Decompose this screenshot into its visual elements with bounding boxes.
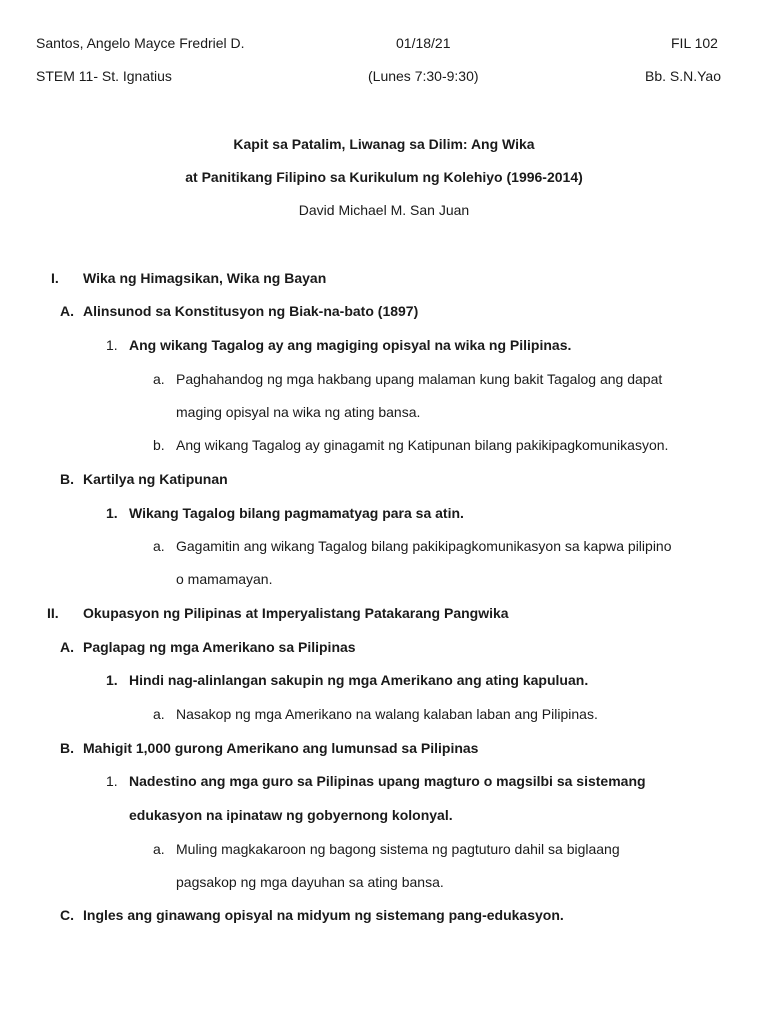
outline-marker: 1. — [106, 672, 118, 688]
lettered-point: Nasakop ng mga Amerikano na walang kalaban laban ang Pilipinas. — [176, 706, 598, 722]
lettered-point-continuation: pagsakop ng mga dayuhan sa ating bansa. — [176, 874, 444, 890]
lettered-point: Muling magkakaroon ng bagong sistema ng pagtuturo dahil sa biglaang — [176, 841, 620, 857]
outline-marker: a. — [153, 841, 165, 857]
lettered-point: Ang wikang Tagalog ay ginagamit ng Katipunan bilang pakikipagkomunikasyon. — [176, 437, 669, 453]
outline-marker: II. — [47, 605, 59, 621]
subsection-heading: Mahigit 1,000 gurong Amerikano ang lumunsad sa Pilipinas — [83, 740, 479, 756]
course-code: FIL 102 — [671, 35, 718, 51]
title-line-2: at Panitikang Filipino sa Kurikulum ng Kolehiyo (1996-2014) — [185, 169, 583, 185]
subsection-heading: Ingles ang ginawang opisyal na midyum ng sistemang pang-edukasyon. — [83, 907, 564, 923]
title-line-1: Kapit sa Patalim, Liwanag sa Dilim: Ang Wika — [233, 136, 535, 152]
outline-marker: 1. — [106, 337, 118, 353]
outline-marker: C. — [60, 907, 74, 923]
lettered-point-continuation: maging opisyal na wika ng ating bansa. — [176, 404, 421, 420]
lettered-point: Gagamitin ang wikang Tagalog bilang pakikipagkomunikasyon sa kapwa pilipino — [176, 538, 672, 554]
outline-marker: 1. — [106, 505, 118, 521]
outline-marker: B. — [60, 740, 74, 756]
numbered-point: Hindi nag-alinlangan sakupin ng mga Amerikano ang ating kapuluan. — [129, 672, 589, 688]
outline-marker: B. — [60, 471, 74, 487]
numbered-point: Nadestino ang mga guro sa Pilipinas upang magturo o magsilbi sa sistemang — [129, 773, 646, 789]
outline-marker: I. — [51, 270, 59, 286]
numbered-point: Ang wikang Tagalog ay ang magiging opisyal na wika ng Pilipinas. — [129, 337, 572, 353]
lettered-point-continuation: o mamamayan. — [176, 571, 273, 587]
numbered-point: Wikang Tagalog bilang pagmamatyag para sa atin. — [129, 505, 464, 521]
outline-marker: a. — [153, 706, 165, 722]
author: David Michael M. San Juan — [298, 202, 470, 218]
numbered-point-continuation: edukasyon na ipinataw ng gobyernong kolonyal. — [129, 807, 453, 823]
outline-marker: b. — [153, 437, 165, 453]
outline-marker: 1. — [106, 773, 118, 789]
lettered-point: Paghahandog ng mga hakbang upang malaman kung bakit Tagalog ang dapat — [176, 371, 663, 387]
section: STEM 11- St. Ignatius — [36, 68, 172, 84]
outline-marker: a. — [153, 371, 165, 387]
section-heading: Okupasyon ng Pilipinas at Imperyalistang Patakarang Pangwika — [83, 605, 509, 621]
subsection-heading: Alinsunod sa Konstitusyon ng Biak-na-bato (1897) — [83, 303, 419, 319]
teacher: Bb. S.N.Yao — [645, 68, 722, 84]
section-heading: Wika ng Himagsikan, Wika ng Bayan — [83, 270, 327, 286]
date: 01/18/21 — [396, 35, 451, 51]
student-name: Santos, Angelo Mayce Fredriel D. — [36, 35, 245, 51]
schedule: (Lunes 7:30-9:30) — [368, 68, 479, 84]
outline-marker: A. — [60, 639, 74, 655]
outline-marker: a. — [153, 538, 165, 554]
subsection-heading: Kartilya ng Katipunan — [83, 471, 228, 487]
outline-marker: A. — [60, 303, 74, 319]
subsection-heading: Paglapag ng mga Amerikano sa Pilipinas — [83, 639, 356, 655]
